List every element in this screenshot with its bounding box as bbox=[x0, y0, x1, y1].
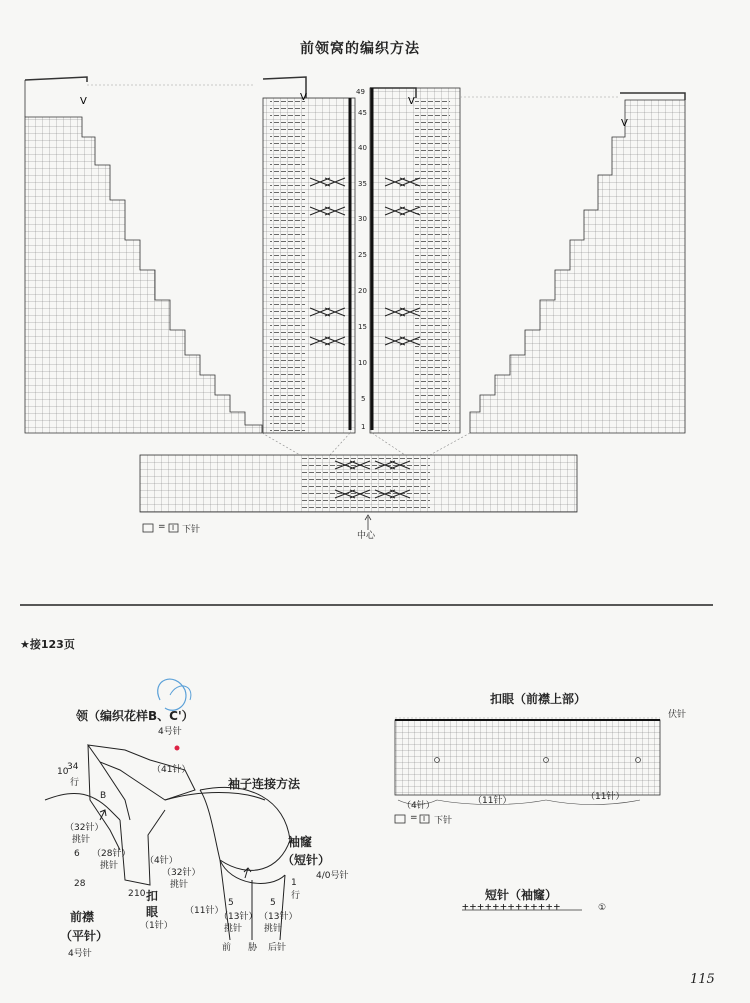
short-stitch-title: 短针（袖窿） bbox=[485, 888, 558, 902]
collar-num-2: 2 bbox=[128, 889, 134, 899]
sleeve-back-label: 后针 bbox=[268, 943, 287, 953]
sleeve-num-13b: （13针） bbox=[259, 912, 298, 922]
sleeve-num-13a: （13针） bbox=[219, 912, 258, 922]
collar-letter-b: B bbox=[100, 791, 107, 801]
legend-equals: = bbox=[158, 522, 166, 532]
row-number-10: 10 bbox=[358, 359, 367, 367]
collar-num-28: 28 bbox=[74, 879, 86, 889]
armhole-stitch: （短针） bbox=[282, 853, 331, 867]
row-number-25: 25 bbox=[358, 251, 367, 259]
short-stitch-marker: ① bbox=[598, 903, 607, 913]
bh-stitches-4: （4针） bbox=[402, 801, 435, 811]
pick-4: （4针） bbox=[145, 856, 178, 866]
center-label: 中心 bbox=[357, 531, 376, 541]
buttonhole-label-2: 眼 bbox=[146, 905, 159, 919]
collar-num-34: 34 bbox=[67, 762, 79, 772]
armhole-title: 袖窿 bbox=[288, 835, 313, 849]
pick-label-c: 挑针 bbox=[170, 880, 189, 890]
row-number-5: 5 bbox=[361, 395, 366, 403]
collar-num-10b: 10 bbox=[134, 889, 146, 899]
row-number-45: 45 bbox=[358, 109, 367, 117]
pick-32-b: （32针） bbox=[162, 868, 201, 878]
sleeve-num-5a: 5 bbox=[228, 898, 234, 908]
front-band-label: 前襟 bbox=[70, 910, 95, 924]
sleeve-num-1: 1 bbox=[291, 878, 297, 888]
row-number-35: 35 bbox=[358, 180, 367, 188]
legend-knit-symbol: I bbox=[172, 524, 175, 532]
collar-stitches-41: （41针） bbox=[152, 765, 191, 775]
bh-legend-eq: = bbox=[410, 813, 418, 823]
sleeve-side-label: 胁 bbox=[248, 943, 258, 953]
collar-num-10: 10 bbox=[57, 767, 69, 777]
row-number-15: 15 bbox=[358, 323, 367, 331]
row-number-20: 20 bbox=[358, 287, 367, 295]
collar-title: 领（编织花样B、C'） bbox=[76, 709, 194, 723]
legend-knit-text: 下针 bbox=[182, 525, 201, 535]
left-center-chart bbox=[263, 77, 355, 433]
buttonhole-label-1: 扣 bbox=[146, 889, 159, 903]
left-neckline-chart bbox=[25, 77, 262, 433]
page-number: 115 bbox=[690, 972, 715, 987]
front-band-needle: 4号针 bbox=[68, 949, 92, 959]
sleeve-pick-b: 挑针 bbox=[264, 924, 283, 934]
front-neckline-title: 前领窝的编织方法 bbox=[300, 41, 420, 57]
sleeve-num-5b: 5 bbox=[270, 898, 276, 908]
sleeve-join-title: 袖子连接方法 bbox=[228, 777, 301, 791]
pick-label-b: 挑针 bbox=[100, 861, 119, 871]
buttonhole-count: （1针） bbox=[140, 921, 173, 931]
pick-28: （28针） bbox=[92, 849, 131, 859]
svg-text:V: V bbox=[408, 96, 415, 107]
bh-stitches-11a: （11针） bbox=[473, 796, 512, 806]
short-stitch-symbols: +++++++++++++ bbox=[462, 900, 562, 913]
armhole-needle: 4/0号针 bbox=[316, 871, 349, 881]
bh-stitches-11b: （11针） bbox=[586, 792, 625, 802]
sleeve-pick-a: 挑针 bbox=[224, 924, 243, 934]
row-number-40: 40 bbox=[358, 144, 367, 152]
row-number-49: 49 bbox=[356, 88, 365, 96]
pick-32-a: （32针） bbox=[65, 823, 104, 833]
cast-off-label: 伏针 bbox=[668, 710, 687, 720]
pick-label-a: 挑针 bbox=[72, 835, 91, 845]
right-neckline-chart bbox=[460, 93, 685, 433]
sleeve-row-unit: 行 bbox=[291, 891, 301, 901]
collar-needle: 4号针 bbox=[158, 727, 182, 737]
stitch-11: （11针） bbox=[185, 906, 224, 916]
bh-legend-text: 下针 bbox=[434, 816, 453, 826]
buttonhole-chart-title: 扣眼（前襟上部） bbox=[490, 692, 587, 706]
sleeve-front-label: 前 bbox=[222, 943, 232, 953]
right-center-chart bbox=[370, 88, 460, 433]
svg-text:V: V bbox=[300, 92, 307, 103]
row-number-1: 1 bbox=[361, 423, 366, 431]
joined-center-chart bbox=[140, 455, 577, 530]
continued-note: ★接123页 bbox=[20, 638, 75, 651]
collar-num-6: 6 bbox=[74, 849, 80, 859]
connector-lines bbox=[262, 433, 470, 455]
svg-text:V: V bbox=[80, 96, 87, 107]
row-number-30: 30 bbox=[358, 215, 367, 223]
bh-legend-symbol: I bbox=[423, 815, 426, 823]
svg-text:V: V bbox=[621, 118, 628, 129]
collar-row-unit: 行 bbox=[70, 778, 80, 788]
front-band-stitch: （平针） bbox=[60, 929, 109, 943]
